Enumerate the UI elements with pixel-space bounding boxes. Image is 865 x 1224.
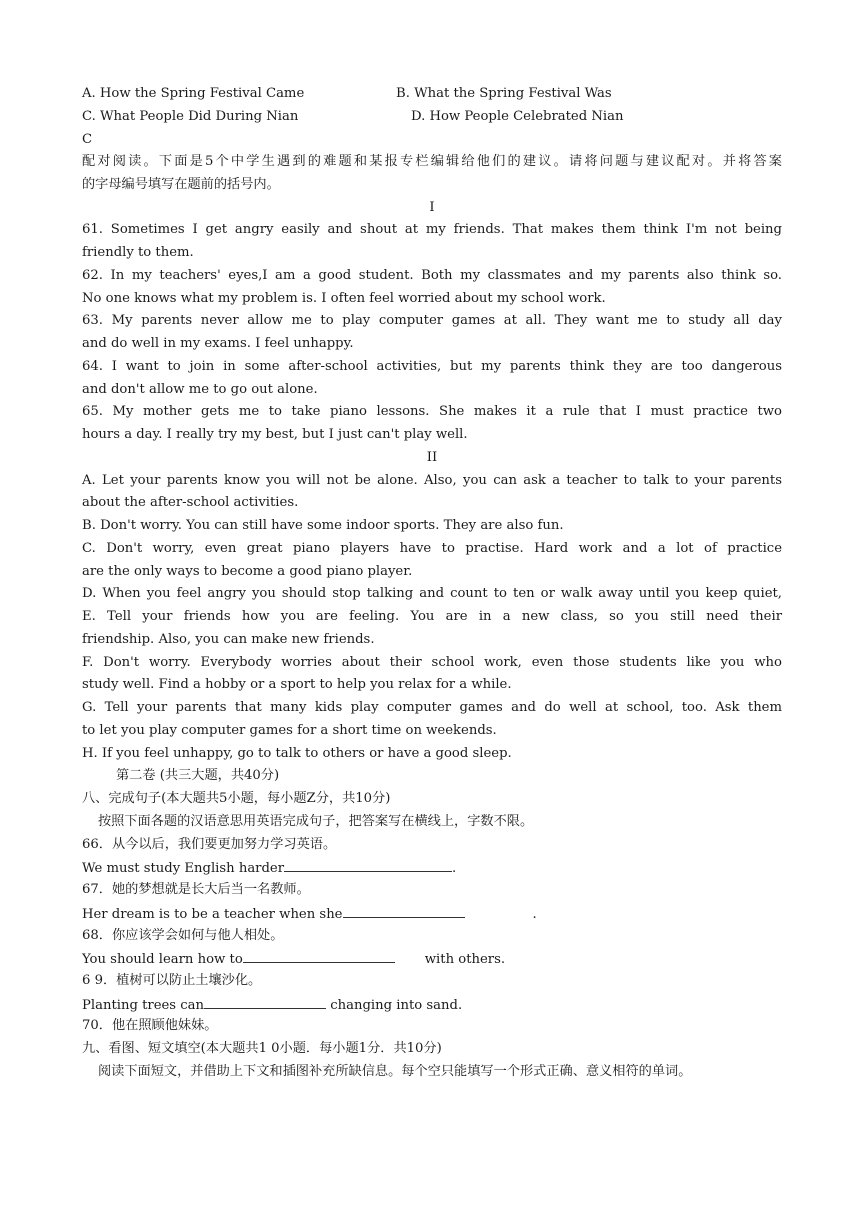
advice-b: B. Don't worry. You can still have some indoor sports. They are also fun. [82,518,564,533]
option-a: A. How the Spring Festival Came [82,86,305,101]
question-69-english [82,996,782,1014]
question-61-line-1: 61. Sometimes I get angry easily and shout at my friends. That makes them think I'm not being [82,222,782,237]
answer-blank-66[interactable] [284,859,452,872]
advice-e-line-2: friendship. Also, you can make new friends. [82,632,375,647]
question-64-line-2: and don't allow me to go out alone. [82,382,318,397]
question-69-chinese: 6 9．植树可以防止土壤沙化。 [82,973,262,988]
question-65-line-1: 65. My mother gets me to take piano lessons. She makes it a rule that I must practice two [82,404,782,419]
question-69-end: changing into sand. [330,998,463,1013]
question-61-line-2: friendly to them. [82,245,194,260]
option-c: C. What People Did During Nian [82,109,299,124]
option-b: B. What the Spring Festival Was [396,86,612,101]
question-68-end: with others. [424,952,506,967]
question-67-prompt: Her dream is to be a teacher when she [82,907,343,922]
question-63-line-1: 63. My parents never allow me to play computer games at all. They want me to study all day [82,313,782,328]
question-69-prompt: Planting trees can [82,998,205,1013]
question-68-prompt: You should learn how to [82,952,243,967]
question-64-line-1: 64. I want to join in some after-school activities, but my parents think they are too dangerous [82,359,782,374]
section-8-heading: 八、完成句子(本大题共5小题，每小题Z分，共10分) [82,791,391,806]
option-d: D. How People Celebrated Nian [411,109,624,124]
question-62-line-1: 62. In my teachers' eyes,I am a good student. Both my classmates and my parents also think so. [82,268,782,283]
matching-intro-line-1: 配对阅读。下面是5个中学生遇到的难题和某报专栏编辑给他们的建议。请将问题与建议配对。并将答案 [82,154,782,169]
matching-intro-line-2: 的字母编号填写在题前的括号内。 [82,177,280,192]
advice-e-line-1: E. Tell your friends how you are feeling. You are in a new class, so you still need their [82,609,782,624]
question-66-english [82,859,782,877]
advice-a-line-2: about the after-school activities. [82,495,299,510]
part-two-title: 第二卷 (共三大题，共40分) [116,768,280,783]
advice-g-line-2: to let you play computer games for a short time on weekends. [82,723,497,738]
question-67-end: . [532,907,537,922]
advice-f-line-1: F. Don't worry. Everybody worries about their school work, even those students like you who [82,655,782,670]
question-63-line-2: and do well in my exams. I feel unhappy. [82,336,354,351]
advice-c-line-2: are the only ways to become a good piano player. [82,564,413,579]
question-62-line-2: No one knows what my problem is. I often feel worried about my school work. [82,291,606,306]
question-66-end: . [452,861,457,876]
question-67-chinese: 67．她的梦想就是长大后当一名教师。 [82,882,310,897]
section-8-instruction: 按照下面各题的汉语意思用英语完成句子，把答案写在横线上，字数不限。 [98,814,534,829]
question-68-english [82,950,782,968]
question-65-line-2: hours a day. I really try my best, but I just can't play well. [82,427,468,442]
advice-c-line-1: C. Don't worry, even great piano players have to practise. Hard work and a lot of practice [82,541,782,556]
question-70-chinese: 70．他在照顾他妹妹。 [82,1018,218,1033]
question-68-chinese: 68．你应该学会如何与他人相处。 [82,928,284,943]
answer-blank-67[interactable] [343,905,465,918]
question-66-prompt: We must study English harder [82,861,285,876]
answer-blank-69[interactable] [204,996,326,1009]
section-9-heading: 九、看图、短文填空(本大题共1 0小题．每小题1分．共10分) [82,1041,442,1056]
advice-g-line-1: G. Tell your parents that many kids play computer games and do well at school, too. Ask them [82,700,782,715]
advice-h: H. If you feel unhappy, go to talk to others or have a good sleep. [82,746,512,761]
section-heading-2: II [426,450,438,465]
advice-f-line-2: study well. Find a hobby or a sport to help you relax for a while. [82,677,512,692]
question-66-chinese: 66．从今以后，我们要更加努力学习英语。 [82,837,337,852]
section-9-instruction: 阅读下面短文，并借助上下文和插图补充所缺信息。每个空只能填写一个形式正确、意义相符的单词。 [98,1064,692,1079]
section-heading-1: I [429,200,435,215]
answer-letter: C [82,132,93,147]
answer-blank-68[interactable] [243,950,395,963]
advice-a-line-1: A. Let your parents know you will not be alone. Also, you can ask a teacher to talk to your parents [82,473,782,488]
advice-d: D. When you feel angry you should stop talking and count to ten or walk away until you keep quiet, [82,586,782,601]
question-67-english [82,905,782,923]
